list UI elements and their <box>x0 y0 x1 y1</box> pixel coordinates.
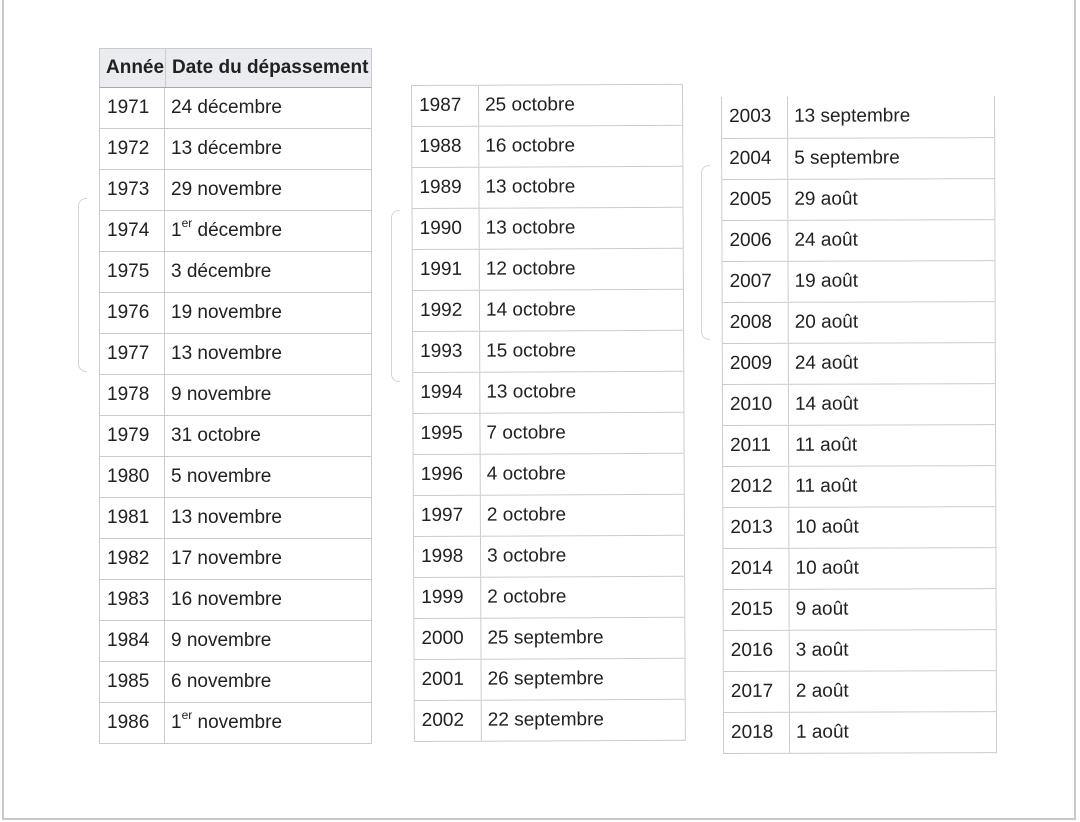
table-row <box>99 375 372 416</box>
table-column-2003-2018 <box>721 96 997 754</box>
table-row <box>412 249 684 291</box>
date-cell: 14 août <box>789 384 996 425</box>
table-row <box>411 167 683 209</box>
table-row <box>723 589 997 631</box>
year-cell: 1971 <box>99 88 165 128</box>
year-cell: 1995 <box>412 414 480 454</box>
year-cell: 1983 <box>99 580 165 620</box>
table-row <box>722 302 996 344</box>
year-cell: 1973 <box>99 170 165 210</box>
table-row <box>99 580 372 621</box>
table-header <box>99 48 372 88</box>
year-cell: 1975 <box>99 252 165 292</box>
date-day: 1 <box>171 220 182 241</box>
table-row <box>722 343 996 385</box>
date-cell: 10 août <box>789 507 996 548</box>
year-cell: 1993 <box>412 332 480 372</box>
date-cell: 13 décembre <box>165 129 372 169</box>
table-row <box>412 331 684 373</box>
year-cell: 1987 <box>411 86 479 126</box>
table-row <box>99 293 372 334</box>
year-cell: 2015 <box>723 590 790 630</box>
table-row <box>413 577 685 619</box>
year-cell: 2008 <box>722 303 789 343</box>
date-cell: 20 août <box>789 302 996 343</box>
table-column-1987-2002 <box>411 84 686 742</box>
year-cell: 1988 <box>411 127 479 167</box>
year-cell: 2014 <box>722 549 789 589</box>
date-cell: 22 septembre <box>482 700 686 741</box>
table-row <box>722 261 996 303</box>
year-cell: 1997 <box>413 496 481 536</box>
date-cell: 11 août <box>789 466 996 507</box>
year-cell: 2009 <box>722 344 789 384</box>
table-row <box>414 659 686 701</box>
table-row <box>99 703 372 744</box>
table-row <box>413 536 685 578</box>
date-cell: 5 novembre <box>165 457 372 497</box>
table-row <box>722 548 996 590</box>
table-row <box>99 252 372 293</box>
date-cell: 2 octobre <box>481 577 685 618</box>
table-row <box>99 211 372 252</box>
year-cell: 2016 <box>723 631 790 671</box>
table-row <box>721 96 995 139</box>
header-year: Année <box>100 49 166 87</box>
table-row <box>721 220 995 262</box>
table-row <box>99 88 372 129</box>
date-cell <box>165 703 372 743</box>
date-cell: 13 octobre <box>480 208 684 249</box>
year-cell: 1985 <box>99 662 165 702</box>
header-date: Date du dépassement <box>172 57 369 78</box>
year-cell: 2004 <box>721 139 788 179</box>
year-cell: 1972 <box>99 129 165 169</box>
year-cell: 1979 <box>99 416 165 456</box>
table-row <box>99 539 372 580</box>
year-cell: 1974 <box>99 211 165 251</box>
date-cell: 13 septembre <box>788 96 995 138</box>
table-row <box>412 413 684 455</box>
date-cell: 15 octobre <box>480 331 684 372</box>
date-cell: 3 décembre <box>165 252 372 292</box>
table-row <box>722 384 996 426</box>
date-cell: 2 octobre <box>481 495 685 536</box>
year-cell: 2007 <box>722 262 789 302</box>
year-cell: 2000 <box>413 619 481 659</box>
date-cell: 17 novembre <box>165 539 372 579</box>
table-row <box>99 662 372 703</box>
date-cell: 14 octobre <box>480 290 684 331</box>
year-cell: 1981 <box>99 498 165 538</box>
year-cell: 2010 <box>722 385 789 425</box>
year-cell: 1989 <box>411 168 479 208</box>
table-row <box>412 208 684 250</box>
table-column-1971-1986 <box>99 48 372 744</box>
date-cell: 24 août <box>789 343 996 384</box>
year-cell: 1991 <box>412 250 480 290</box>
year-cell: 1984 <box>99 621 165 661</box>
date-month: décembre <box>192 220 283 241</box>
year-cell: 1994 <box>412 373 480 413</box>
table-row <box>99 334 372 375</box>
date-day: 1 <box>171 712 182 733</box>
date-cell: 25 octobre <box>479 85 683 126</box>
date-cell: 31 octobre <box>165 416 372 456</box>
date-cell: 29 août <box>788 179 995 220</box>
table-row <box>723 712 997 754</box>
table-row <box>412 372 684 414</box>
date-cell: 26 septembre <box>482 659 686 700</box>
date-cell: 13 octobre <box>479 167 683 208</box>
table-row <box>414 700 686 742</box>
date-cell: 3 octobre <box>481 536 685 577</box>
date-cell <box>165 211 372 251</box>
year-cell: 1978 <box>99 375 165 415</box>
date-cell: 16 novembre <box>165 580 372 620</box>
table-row <box>99 498 372 539</box>
date-cell: 13 novembre <box>165 334 372 374</box>
date-cell: 9 novembre <box>165 621 372 661</box>
table-row <box>411 85 683 127</box>
year-cell: 1996 <box>413 455 481 495</box>
year-cell: 2017 <box>723 672 790 712</box>
date-cell: 29 novembre <box>165 170 372 210</box>
left-bracket-mark <box>78 198 87 372</box>
date-cell: 7 octobre <box>480 413 684 454</box>
year-cell: 2013 <box>722 508 789 548</box>
table-row <box>723 671 997 713</box>
table-row <box>721 138 995 180</box>
left-bracket-mark <box>391 210 400 382</box>
table-row <box>411 126 683 168</box>
year-cell: 2006 <box>721 221 788 261</box>
table-row <box>721 179 995 221</box>
date-month: novembre <box>192 712 283 733</box>
left-bracket-mark <box>701 165 710 340</box>
year-cell: 2003 <box>721 97 788 138</box>
year-cell: 2011 <box>722 426 789 466</box>
date-cell: 3 août <box>790 630 997 671</box>
table-row <box>99 170 372 211</box>
date-cell: 6 novembre <box>165 662 372 702</box>
date-cell: 13 octobre <box>480 372 684 413</box>
year-cell: 1986 <box>99 703 165 743</box>
year-cell: 2005 <box>721 180 788 220</box>
table-row <box>722 425 996 467</box>
date-cell: 24 août <box>788 220 995 261</box>
year-cell: 2018 <box>723 713 790 753</box>
year-cell: 1990 <box>412 209 480 249</box>
date-cell: 5 septembre <box>788 138 995 179</box>
year-cell: 2002 <box>414 701 482 741</box>
table-row <box>412 290 684 332</box>
date-cell: 1 août <box>790 712 997 753</box>
year-cell: 1980 <box>99 457 165 497</box>
year-cell: 1976 <box>99 293 165 333</box>
table-row <box>99 129 372 170</box>
date-cell: 10 août <box>789 548 996 589</box>
date-cell: 9 août <box>790 589 997 630</box>
date-cell: 25 septembre <box>481 618 685 659</box>
year-cell: 1998 <box>413 537 481 577</box>
date-cell: 2 août <box>790 671 997 712</box>
year-cell: 1992 <box>412 291 480 331</box>
year-cell: 1977 <box>99 334 165 374</box>
year-cell: 2001 <box>414 660 482 700</box>
date-ordinal-suffix: er <box>181 707 193 722</box>
year-cell: 1999 <box>413 578 481 618</box>
date-cell: 24 décembre <box>165 88 372 128</box>
year-cell: 2012 <box>722 467 789 507</box>
table-row <box>722 507 996 549</box>
date-cell: 19 novembre <box>165 293 372 333</box>
table-row <box>99 621 372 662</box>
date-ordinal-suffix: er <box>181 215 193 230</box>
date-cell: 11 août <box>789 425 996 466</box>
date-cell: 16 octobre <box>479 126 683 167</box>
year-cell: 1982 <box>99 539 165 579</box>
table-row <box>722 466 996 508</box>
table-row <box>99 416 372 457</box>
date-cell: 4 octobre <box>481 454 685 495</box>
table-row <box>413 454 685 496</box>
date-cell: 19 août <box>789 261 996 302</box>
date-cell: 13 novembre <box>165 498 372 538</box>
table-row <box>413 495 685 537</box>
table-row <box>99 457 372 498</box>
date-cell: 9 novembre <box>165 375 372 415</box>
date-cell: 12 octobre <box>480 249 684 290</box>
table-row <box>723 630 997 672</box>
table-row <box>413 618 685 660</box>
